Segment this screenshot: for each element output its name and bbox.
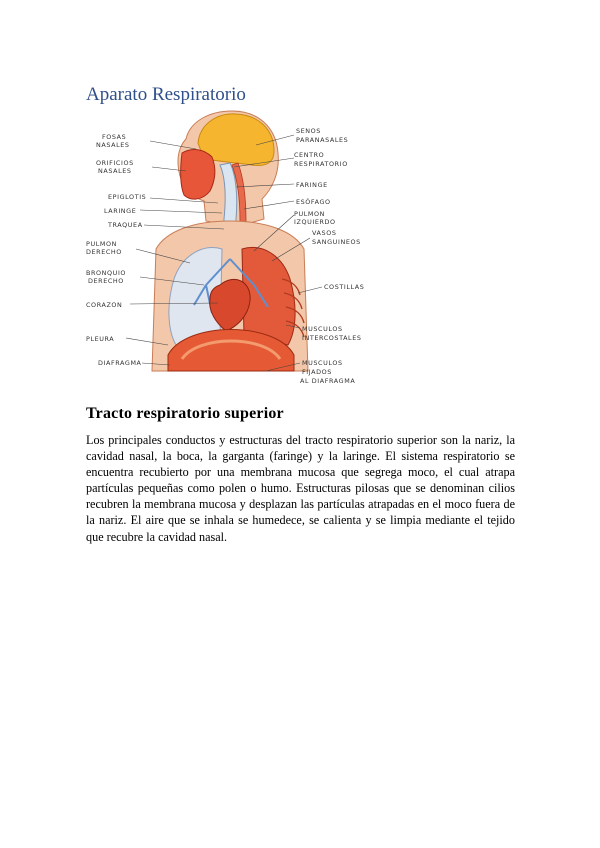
label-pulmon-derecho-2: DERECHO [86, 248, 122, 256]
label-musculos-fijados-3: AL DIAFRAGMA [300, 377, 356, 385]
svg-text:DERECHO [86, 248, 122, 256]
label-pulmon-derecho-1: PULMON [86, 240, 118, 248]
label-centro-respiratorio-1: CENTRO [294, 151, 325, 159]
label-vasos-sanguineos-1: VASOS [312, 229, 337, 237]
svg-text:FOSAS [102, 133, 126, 141]
svg-text:PULMON [86, 240, 117, 248]
svg-text:MUSCULOS [302, 325, 343, 333]
svg-text:SANGUINEOS [312, 238, 361, 246]
body-paragraph: Los principales conductos y estructuras del tracto respiratorio superior son la nariz, la cavidad nasal, la boca, la garganta (faringe) y la laringe. El sistema respiratorio se encuentra recubierto por una membrana mucosa que segrega moco, el cual atrapa partículas pequeñas como polen o humo. Estructuras pilosas que se denominan cilios recubren la membrana mucosa y desplazan las partículas atrapadas en el moco fuera de la nariz. El aire que se inhala se humedece, se calienta y se limpia mediante el tejido que recubre la cavidad nasal. [86, 433, 515, 544]
svg-text:PULMON [294, 210, 325, 218]
label-vasos-sanguineos-2: SANGUINEOS [312, 238, 361, 246]
label-bronquio-derecho-2: DERECHO [88, 277, 124, 285]
label-diafragma: DIAFRAGMA [98, 359, 142, 367]
label-musculos-intercostales-2: INTERCOSTALES [302, 334, 362, 342]
svg-text:RESPIRATORIO [294, 160, 348, 168]
label-epiglotis: EPIGLOTIS [108, 193, 147, 201]
label-orificios-nasales-2: NASALES [98, 167, 132, 175]
svg-text:FARINGE [296, 181, 328, 189]
respiratory-system-figure [86, 109, 372, 391]
svg-text:PLEURA [86, 335, 114, 343]
svg-text:LARINGE [104, 207, 136, 215]
label-costillas: COSTILLAS [324, 283, 365, 291]
respiratory-anatomy-illustration [86, 109, 372, 391]
label-pleura: PLEURA [86, 335, 115, 343]
svg-text:DIAFRAGMA [98, 359, 142, 367]
label-pulmon-izquierdo-2: IZQUIERDO [294, 218, 336, 226]
svg-text:DERECHO [88, 277, 124, 285]
svg-text:PARANASALES [296, 136, 348, 144]
svg-text:AL DIAFRAGMA [300, 377, 355, 385]
svg-text:VASOS [312, 229, 336, 237]
label-orificios-nasales-1: ORIFICIOS [96, 159, 134, 167]
nasal-cavity [181, 150, 215, 200]
label-senos-paranasales-1: SENOS [296, 127, 321, 135]
svg-text:EPIGLOTIS [108, 193, 146, 201]
svg-text:MUSCULOS [302, 359, 343, 367]
label-laringe: LARINGE [104, 207, 137, 215]
label-senos-paranasales-2: PARANASALES [296, 136, 349, 144]
svg-text:BRONQUIO [86, 269, 126, 277]
label-faringe: FARINGE [296, 181, 328, 189]
svg-text:FIJADOS [302, 368, 332, 376]
svg-text:ESÓFAGO [296, 197, 331, 206]
document-title: Aparato Respiratorio [86, 84, 246, 105]
label-traquea: TRAQUEA [108, 221, 143, 229]
label-pulmon-izquierdo-1: PULMON [294, 210, 326, 218]
label-musculos-fijados-2: FIJADOS [302, 368, 332, 376]
figure-labels-left [86, 133, 146, 367]
label-centro-respiratorio-2: RESPIRATORIO [294, 160, 348, 168]
svg-text:NASALES [96, 141, 130, 149]
svg-text:CENTRO [294, 151, 324, 159]
section-title: Tracto respiratorio superior [86, 405, 284, 422]
svg-text:IZQUIERDO [294, 218, 336, 226]
label-bronquio-derecho-1: BRONQUIO [86, 269, 127, 277]
svg-text:NASALES [98, 167, 132, 175]
svg-text:INTERCOSTALES [302, 334, 362, 342]
label-fosas-nasales-2: NASALES [96, 141, 130, 149]
svg-text:CORAZON [86, 301, 122, 309]
label-esofago: ESÓFAGO [296, 198, 331, 206]
label-fosas-nasales-1: FOSAS [102, 133, 127, 141]
svg-text:TRAQUEA [107, 221, 143, 229]
svg-text:ORIFICIOS [96, 159, 134, 167]
label-musculos-intercostales-1: MUSCULOS [302, 325, 343, 333]
svg-text:SENOS [296, 127, 321, 135]
label-musculos-fijados-1: MUSCULOS [302, 359, 343, 367]
label-corazon: CORAZON [86, 301, 123, 309]
svg-text:COSTILLAS [324, 283, 364, 291]
